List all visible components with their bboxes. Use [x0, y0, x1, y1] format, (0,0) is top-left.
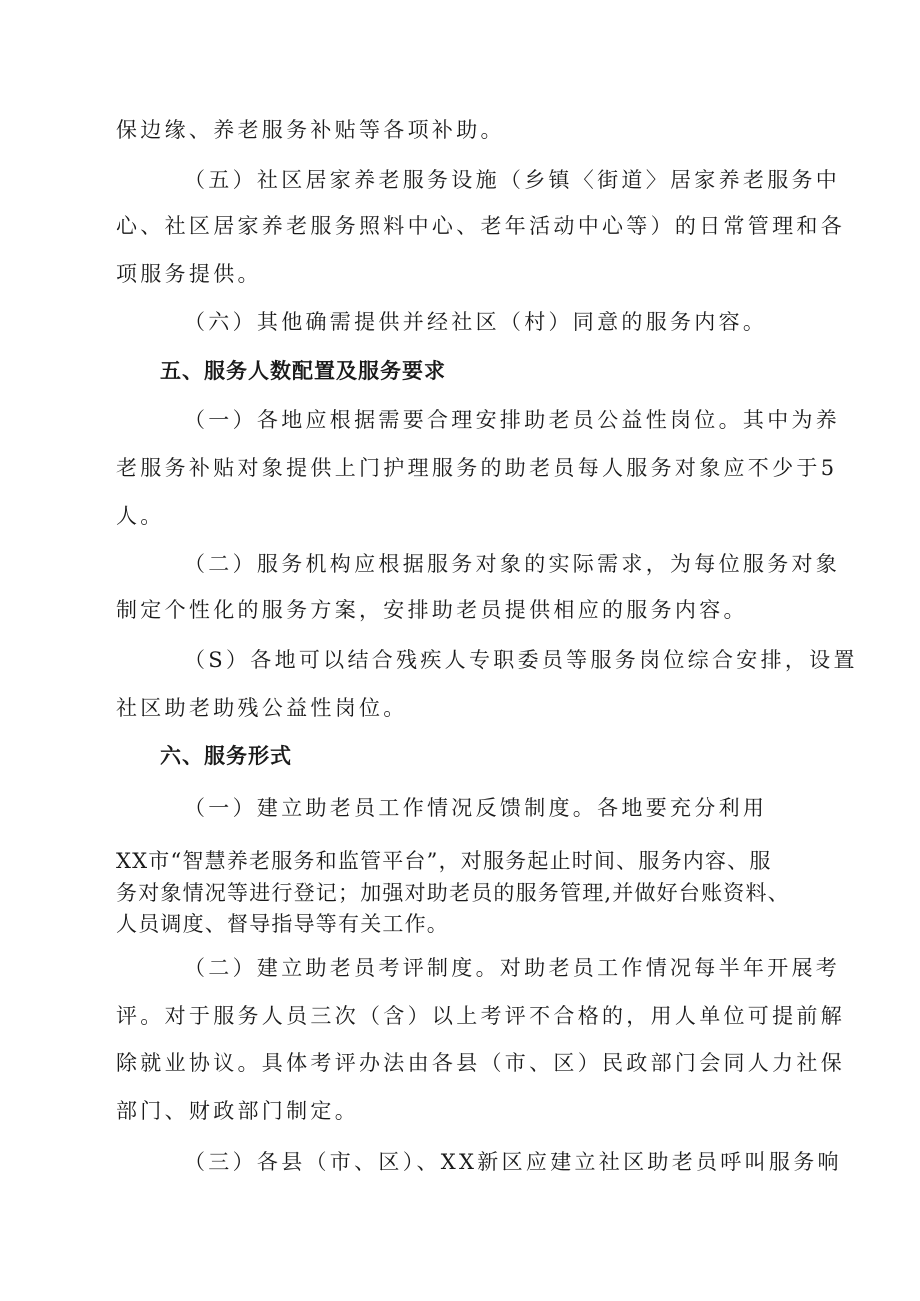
- text-line: 保边缘、养老服务补贴等各项补助。: [116, 118, 505, 142]
- paragraph-line: （一）各地应根据需要合理安排助老员公益性岗位。其中为养: [184, 408, 841, 432]
- text-line: XX市“智慧养老服务和监管平台”，对服务起止时间、服务内容、服: [116, 849, 772, 873]
- section-heading: 六、服务形式: [160, 744, 292, 768]
- paragraph-line: （五）社区居家养老服务设施（乡镇〈街道〉居家养老服务中: [184, 168, 841, 192]
- text-line: 部门、财政部门制定。: [116, 1099, 359, 1123]
- text-line: 务对象情况等进行登记；加强对助老员的服务管理,并做好台账资料、: [116, 881, 790, 905]
- paragraph-line: （六）其他确需提供并经社区（村）同意的服务内容。: [184, 310, 768, 334]
- paragraph-line: （S）各地可以结合残疾人专职委员等服务岗位综合安排，设置: [184, 648, 858, 672]
- paragraph-line: （三）各县（市、区）、XX新区应建立社区助老员呼叫服务响: [184, 1150, 842, 1174]
- paragraph-line: （二）建立助老员考评制度。对助老员工作情况每半年开展考: [184, 956, 841, 980]
- text-line: 项服务提供。: [116, 262, 262, 286]
- text-line: 心、社区居家养老服务照料中心、老年活动中心等）的日常管理和各: [116, 214, 845, 238]
- text-line: 人员调度、督导指导等有关工作。: [116, 912, 449, 936]
- text-line: 老服务补贴对象提供上门护理服务的助老员每人服务对象应不少于5: [116, 456, 838, 480]
- text-line: 社区助老助残公益性岗位。: [116, 696, 408, 720]
- text-line: 评。对于服务人员三次（含）以上考评不合格的，用人单位可提前解: [116, 1004, 845, 1028]
- section-heading: 五、服务人数配置及服务要求: [160, 359, 446, 383]
- paragraph-line: （一）建立助老员工作情况反馈制度。各地要充分利用: [184, 796, 768, 820]
- text-line: 人。: [116, 504, 165, 528]
- paragraph-line: （二）服务机构应根据服务对象的实际需求，为每位服务对象: [184, 552, 841, 576]
- text-line: 除就业协议。具体考评办法由各县（市、区）民政部门会同人力社保: [116, 1051, 845, 1075]
- text-line: 制定个性化的服务方案，安排助老员提供相应的服务内容。: [116, 598, 748, 622]
